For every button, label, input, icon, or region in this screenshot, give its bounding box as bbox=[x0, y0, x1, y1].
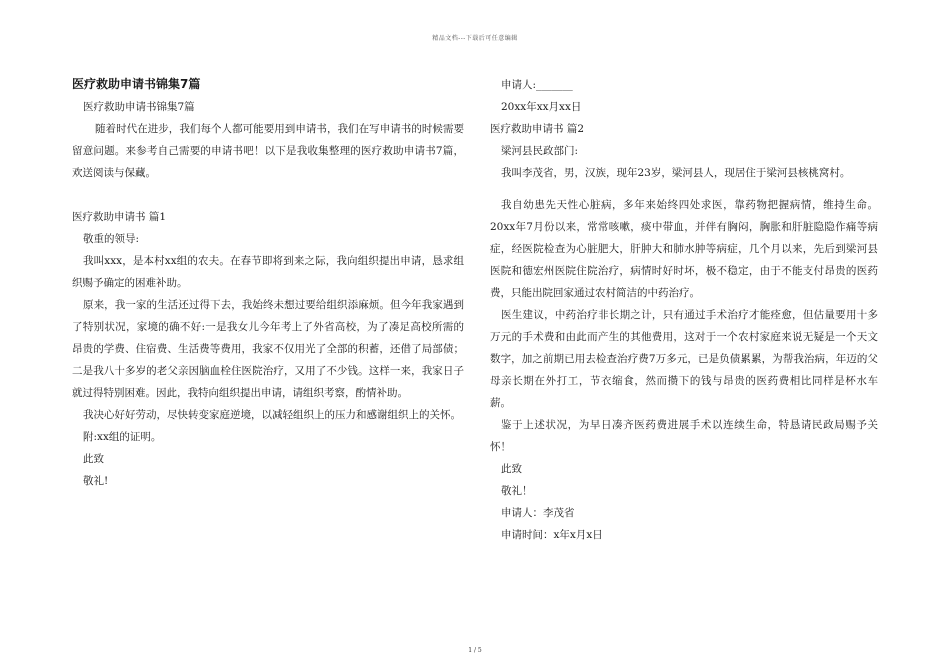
closing-line: 此致 bbox=[501, 463, 522, 475]
salutation: 梁河县民政部门: bbox=[501, 145, 579, 157]
intro-paragraph: 随着时代在进步，我们每个人都可能要用到申请书，我们在写申请书的时候需要留意问题。来参考自己需要的申请书吧！以下是我收集整理的医疗救助申请书7篇，欢送阅读与保藏。 bbox=[72, 123, 464, 179]
page-header: 精品文档---下载后可任意编辑 bbox=[432, 35, 518, 42]
closing-line: 敬礼! bbox=[83, 475, 109, 487]
paragraph: 医生建议，中药治疗非长期之计，只有通过手术治疗才能痊愈，但估量要用十多万元的手术费和由此而产生的其他费用，这对于一个农村家庭来说无疑是一个天文数字，加之前期已用去检查治疗费7万多元，已是负债累累，为帮我治病，年迈的父母亲长期在外打工，节衣缩食，然而攒下的钱与昂贵的医药费相比同样是杯水车薪。 bbox=[490, 309, 878, 409]
date-line: 20xx年xx月xx日 bbox=[501, 101, 582, 113]
closing-line: 此致 bbox=[83, 453, 104, 465]
paragraph: 我决心好好劳动，尽快转变家庭逆境，以减轻组织上的压力和感谢组织上的关怀。 bbox=[83, 409, 461, 421]
spacer bbox=[72, 184, 464, 206]
paragraph: 鉴于上述状况，为早日凑齐医药费进展手术以连续生命，特恳请民政局赐予关怀！ bbox=[490, 419, 878, 453]
right-column bbox=[490, 70, 878, 546]
applicant-line: 申请人：李茂省 bbox=[501, 507, 575, 519]
section-heading-1: 医疗救助申请书 篇1 bbox=[72, 211, 167, 223]
left-column bbox=[72, 70, 464, 492]
attachment-note: 附:xx组的证明。 bbox=[83, 431, 162, 443]
closing-line: 敬礼！ bbox=[501, 485, 533, 497]
paragraph: 我叫xxx，是本村xx组的农夫。在春节即将到来之际，我向组织提出申请，恳求组织赐予确定的困难补助。 bbox=[72, 255, 464, 289]
paragraph: 原来，我一家的生活还过得下去，我始终未想过要给组织添麻烦。但今年我家遇到了特别状况，家境的确不好:一是我女儿今年考上了外省高校，为了凑足高校所需的昂贵的学费、住宿费、生活费等费用，我家不仅用光了全部的积蓄，还借了局部债；二是我八十多岁的老父亲因脑血栓住医院治疗，又用了不少钱。这样一来，我家日子就过得特别困难。因此，我特向组织提出申请，请组织考察，酌情补助。 bbox=[72, 299, 464, 399]
spacer bbox=[490, 184, 878, 194]
section-heading-2: 医疗救助申请书 篇2 bbox=[490, 123, 585, 135]
subtitle: 医疗救助申请书锦集7篇 bbox=[83, 101, 195, 113]
paragraph: 我叫李茂省，男，汉族，现年23岁，梁河县人，现居住于梁河县核桃窝村。 bbox=[501, 167, 851, 179]
date-line: 申请时间：x年x月x日 bbox=[501, 529, 603, 541]
salutation: 敬重的领导: bbox=[83, 233, 140, 245]
page-number: 1 / 5 bbox=[468, 647, 482, 654]
applicant-line: 申请人:_______ bbox=[501, 79, 573, 91]
document-title: 医疗救助申请书锦集7篇 bbox=[72, 77, 201, 91]
paragraph: 我自幼患先天性心脏病，多年来始终四处求医，靠药物把握病情，维持生命。20xx年7月份以来，常常咳嗽，痰中带血，并伴有胸闷，胸胀和肝脏隐隐作痛等病症，经医院检查为心脏肥大，肝肿大和肺水肿等病症，几个月以来，先后到梁河县医院和德宏州医院住院治疗，病情时好时坏，极不稳定，由于不能支付昂贵的医药费，只能出院回家通过农村简洁的中药治疗。 bbox=[490, 199, 878, 299]
